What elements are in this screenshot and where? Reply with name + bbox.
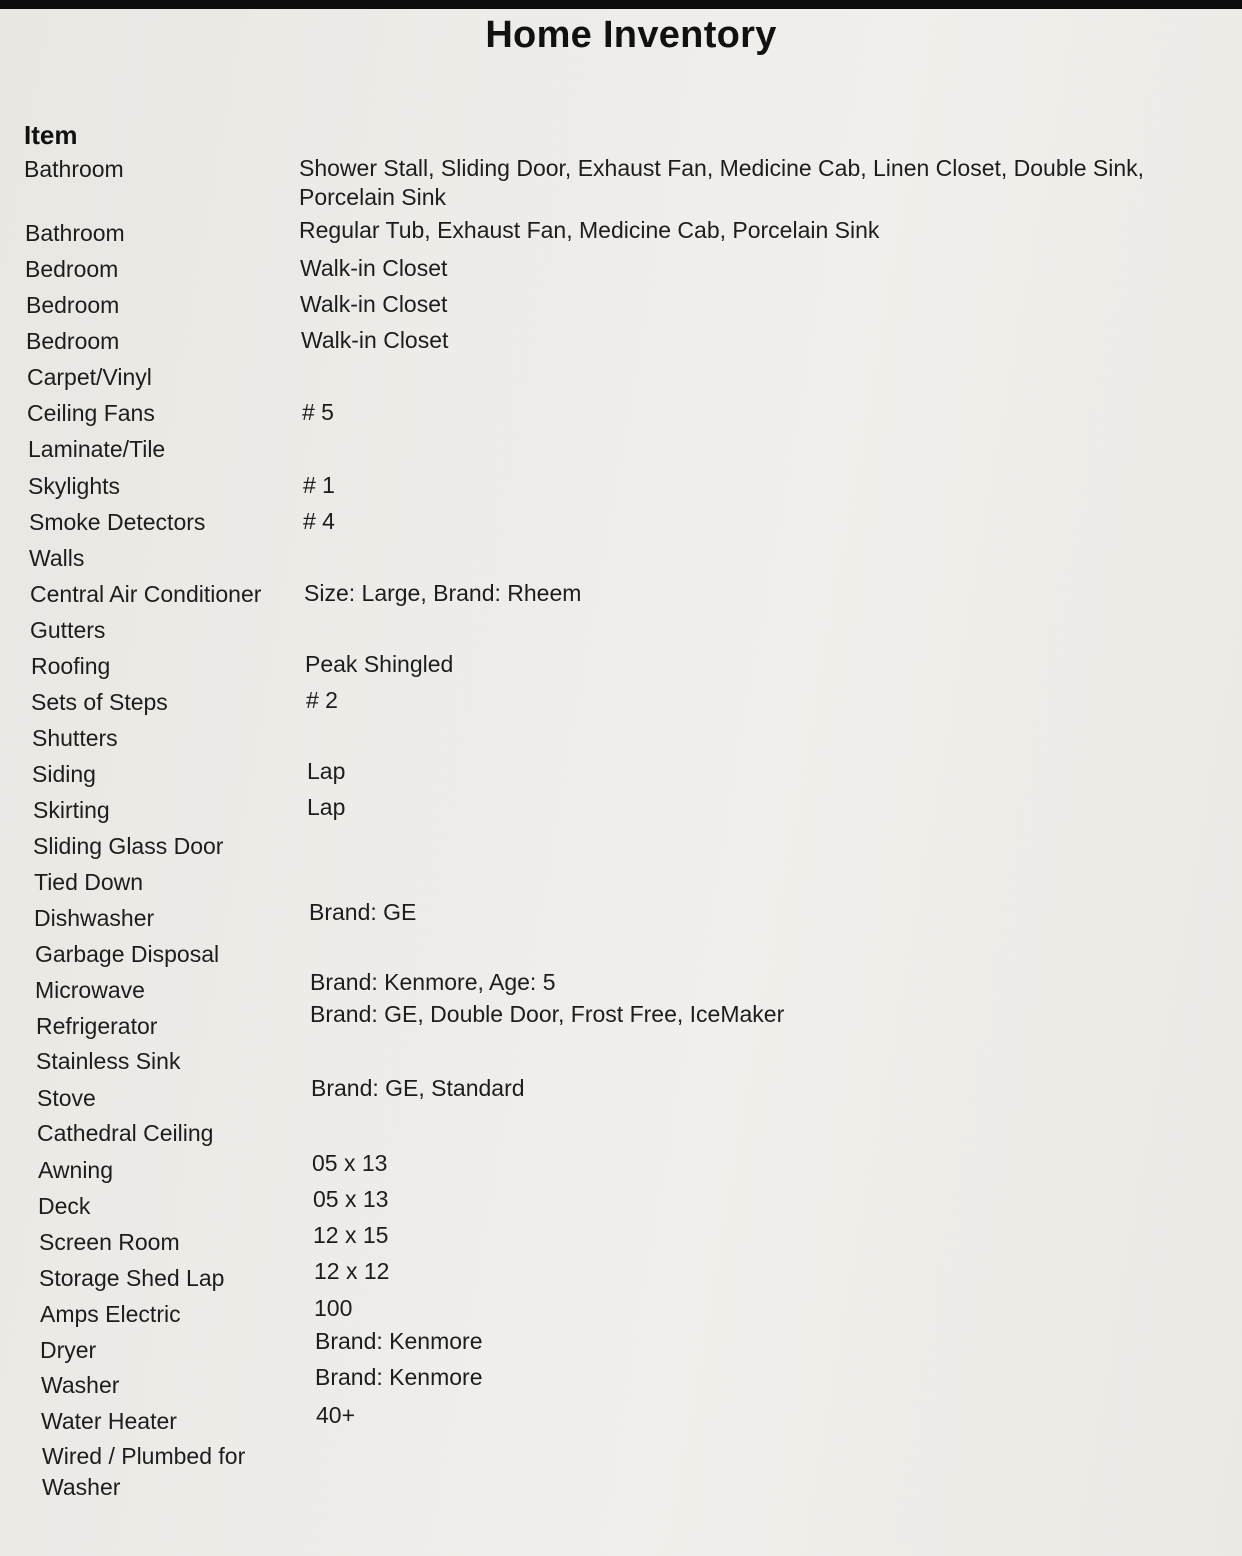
item-detail: 40+ bbox=[316, 1402, 356, 1428]
item-name: Roofing bbox=[31, 653, 111, 679]
item-column-header: Item bbox=[24, 120, 78, 150]
item-detail: Brand: Kenmore bbox=[315, 1328, 483, 1354]
item-detail: Size: Large, Brand: Rheem bbox=[304, 580, 582, 606]
item-name: Siding bbox=[32, 761, 96, 787]
item-name: Gutters bbox=[30, 617, 106, 643]
item-detail: Regular Tub, Exhaust Fan, Medicine Cab, Porcelain Sink bbox=[299, 217, 880, 243]
item-name: Carpet/Vinyl bbox=[27, 364, 152, 390]
item-detail: # 1 bbox=[303, 472, 335, 498]
item-name: Sliding Glass Door bbox=[33, 833, 224, 859]
item-name: Water Heater bbox=[41, 1408, 177, 1434]
item-detail: Walk-in Closet bbox=[300, 291, 448, 317]
item-detail: 05 x 13 bbox=[313, 1186, 389, 1212]
item-detail: # 4 bbox=[303, 508, 335, 534]
item-name: Bedroom bbox=[26, 292, 120, 318]
item-name: Tied Down bbox=[34, 869, 144, 895]
item-detail: 100 bbox=[314, 1295, 353, 1321]
item-name: Amps Electric bbox=[40, 1301, 181, 1327]
item-name: Washer bbox=[41, 1372, 120, 1398]
item-name: Cathedral Ceiling bbox=[37, 1120, 214, 1146]
item-name: Shutters bbox=[32, 725, 118, 751]
item-detail: Walk-in Closet bbox=[301, 327, 449, 353]
item-name: Bathroom bbox=[24, 156, 124, 182]
item-detail: Walk-in Closet bbox=[300, 255, 448, 281]
item-detail: 05 x 13 bbox=[312, 1150, 388, 1176]
item-name: Awning bbox=[38, 1157, 114, 1183]
item-name: Storage Shed Lap bbox=[39, 1265, 225, 1291]
item-name: Wired / Plumbed for Washer bbox=[42, 1443, 246, 1500]
item-detail: # 2 bbox=[306, 687, 338, 713]
item-name: Garbage Disposal bbox=[35, 941, 220, 967]
item-detail: Shower Stall, Sliding Door, Exhaust Fan, Medicine Cab, Linen Closet, Double Sink, Porcelain Sink bbox=[299, 155, 1145, 210]
item-name: Bedroom bbox=[25, 256, 119, 282]
item-detail: Brand: Kenmore, Age: 5 bbox=[310, 969, 556, 995]
item-detail: Lap bbox=[307, 758, 346, 784]
item-name: Microwave bbox=[35, 977, 145, 1003]
item-name: Stove bbox=[37, 1085, 96, 1111]
item-name: Skylights bbox=[28, 473, 121, 499]
item-name: Sets of Steps bbox=[31, 689, 168, 715]
item-name: Smoke Detectors bbox=[29, 509, 206, 535]
page-title: Home Inventory bbox=[485, 14, 777, 56]
item-detail: Lap bbox=[307, 794, 346, 820]
item-detail: Brand: GE, Double Door, Frost Free, IceMaker bbox=[310, 1001, 785, 1027]
item-name: Bedroom bbox=[26, 328, 120, 354]
item-name: Deck bbox=[38, 1193, 91, 1219]
item-name: Stainless Sink bbox=[36, 1048, 181, 1074]
item-detail: Brand: Kenmore bbox=[315, 1364, 483, 1390]
item-detail: 12 x 15 bbox=[313, 1222, 389, 1248]
item-name: Bathroom bbox=[25, 220, 125, 246]
item-detail: Brand: GE, Standard bbox=[311, 1075, 525, 1101]
item-detail: # 5 bbox=[302, 399, 334, 425]
item-name: Laminate/Tile bbox=[28, 436, 166, 462]
item-name: Dryer bbox=[40, 1337, 97, 1363]
item-name: Dishwasher bbox=[34, 905, 155, 931]
item-detail: 12 x 12 bbox=[314, 1258, 390, 1284]
item-detail: Peak Shingled bbox=[305, 651, 454, 677]
item-name: Central Air Conditioner bbox=[30, 581, 262, 607]
item-name: Refrigerator bbox=[36, 1013, 158, 1039]
item-name: Skirting bbox=[33, 797, 110, 823]
item-name: Walls bbox=[29, 545, 85, 571]
item-detail: Brand: GE bbox=[309, 899, 417, 925]
item-name: Screen Room bbox=[39, 1229, 180, 1255]
item-name: Ceiling Fans bbox=[27, 400, 155, 426]
